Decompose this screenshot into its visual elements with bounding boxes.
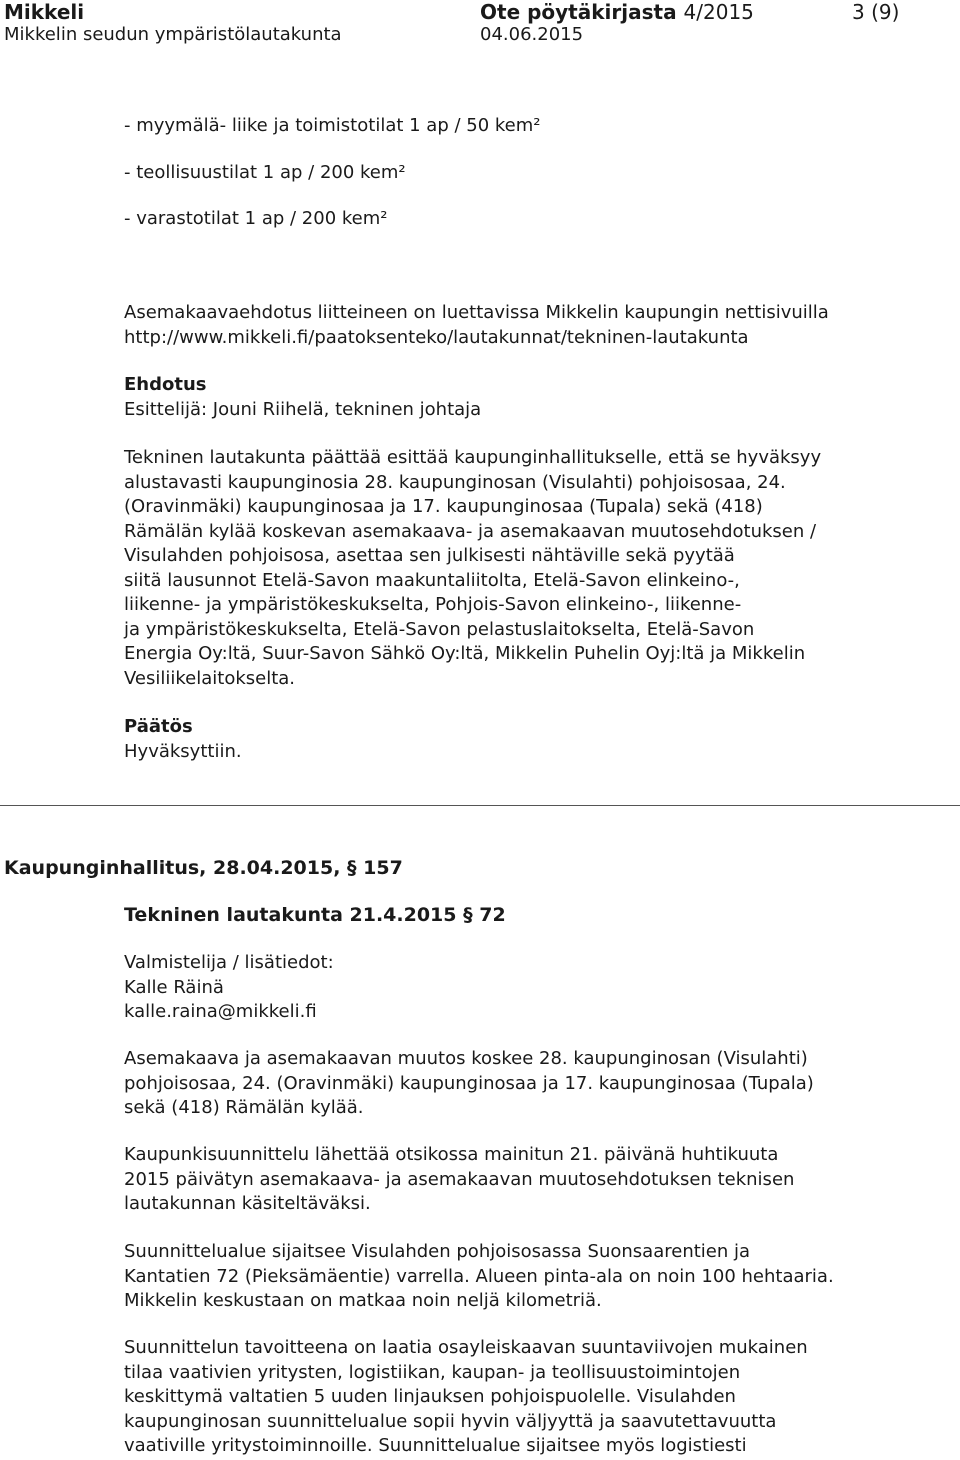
proposal-line: Visulahden pohjoisosa, asettaa sen julkisesti nähtäville sekä pyytää [124, 545, 735, 566]
proposal-section [124, 373, 884, 691]
proposal-line: siitä lausunnot Etelä-Savon maakuntaliitolta, Etelä-Savon elinkeino-, [124, 569, 740, 591]
page-header [0, 0, 960, 50]
header-title-text: Ote pöytäkirjasta [480, 0, 677, 24]
proposal-line: Energia Oy:ltä, Suur-Savon Sähkö Oy:ltä, Mikkelin Puhelin Oyj:ltä ja Mikkelin [124, 643, 806, 664]
paragraph-line: Suunnittelualue sijaitsee Visulahden pohjoisosassa Suonsaarentien ja [124, 1241, 751, 1262]
proposal-line: liikenne- ja ympäristökeskukselta, Pohjois-Savon elinkeino-, liikenne- [124, 594, 742, 615]
preparer-info [124, 951, 884, 1025]
paragraph-line: Mikkelin keskustaan on matkaa noin neljä kilometriä. [124, 1290, 602, 1311]
paragraph-line: lautakunnan käsiteltäväksi. [124, 1193, 371, 1214]
paragraph-line: Suunnittelun tavoitteena on laatia osayleiskaavan suuntaviivojen mukainen [124, 1337, 808, 1358]
proposal-line: Tekninen lautakunta päättää esittää kaupunginhallitukselle, että se hyväksyy [124, 447, 822, 468]
paragraph-4 [124, 1336, 884, 1459]
proposal-line: (Oravinmäki) kaupunginosaa ja 17. kaupunginosaa (Tupala) sekä (418) [124, 496, 763, 517]
list-item: - teollisuustilat 1 ap / 200 kem² [124, 161, 406, 183]
decision-text: Hyväksyttiin. [124, 740, 242, 762]
preparer-name: Kalle Räinä [124, 976, 224, 998]
proposal-body [124, 446, 884, 691]
list-item: - myymälä- liike ja toimistotilat 1 ap / 50 kem² [124, 115, 541, 136]
paragraph-line: 2015 päivätyn asemakaava- ja asemakaavan muutosehdotuksen teknisen [124, 1168, 795, 1190]
paragraph-3 [124, 1240, 884, 1314]
paragraph-line: Kaupunkisuunnittelu lähettää otsikossa mainitun 21. päivänä huhtikuuta [124, 1144, 779, 1165]
paragraph-line: keskittymä valtatien 5 uuden linjauksen pohjoispuolelle. Visulahden [124, 1386, 736, 1407]
section-divider [0, 805, 960, 806]
preparer-label: Valmistelija / lisätiedot: [124, 952, 334, 973]
subsection-heading: Tekninen lautakunta 21.4.2015 § 72 [124, 904, 506, 926]
paragraph-line: Kantatien 72 (Pieksämäentie) varrella. Alueen pinta-ala on noin 100 hehtaaria. [124, 1265, 834, 1287]
paragraph-line: kaupunginosan suunnittelualue sopii hyvin väljyyttä ja saavutettavuutta [124, 1410, 777, 1432]
paragraph-line: pohjoisosaa, 24. (Oravinmäki) kaupunginosaa ja 17. kaupunginosaa (Tupala) [124, 1072, 814, 1094]
paragraph-1 [124, 1047, 884, 1121]
decision-section [124, 715, 884, 764]
proposal-line: alustavasti kaupunginosia 28. kaupunginosan (Visulahti) pohjoisosaa, 24. [124, 471, 786, 493]
header-org: Mikkeli [4, 0, 85, 24]
header-title-number: 4/2015 [683, 0, 754, 24]
header-page-number: 3 (9) [852, 0, 900, 24]
paragraph-line: vaativille yritystoiminnoille. Suunnittelualue sijaitsee myös logistiesti [124, 1435, 747, 1456]
paragraph-line: Asemakaava ja asemakaavan muutos koskee 28. kaupunginosan (Visulahti) [124, 1048, 808, 1069]
proposal-line: Rämälän kylää koskevan asemakaava- ja asemakaavan muutosehdotuksen / [124, 520, 817, 542]
parking-list [124, 114, 884, 232]
header-date: 04.06.2015 [480, 24, 584, 45]
proposal-heading: Ehdotus [124, 374, 207, 395]
proposal-presenter: Esittelijä: Jouni Riihelä, tekninen johtaja [124, 398, 482, 420]
paragraph-line: sekä (418) Rämälän kylää. [124, 1097, 364, 1118]
proposal-line: ja ympäristökeskukselta, Etelä-Savon pelastuslaitokselta, Etelä-Savon [124, 618, 755, 640]
decision-heading: Päätös [124, 716, 193, 737]
header-org-sub: Mikkelin seudun ympäristölautakunta [4, 24, 342, 45]
list-item: - varastotilat 1 ap / 200 kem² [124, 208, 388, 229]
section-heading: Kaupunginhallitus, 28.04.2015, § 157 [4, 857, 403, 879]
paragraph-line: tilaa vaativien yritysten, logistiikan, kaupan- ja teollisuustoimintojen [124, 1361, 741, 1383]
attachment-line: Asemakaavaehdotus liitteineen on luettavissa Mikkelin kaupungin nettisivuilla [124, 302, 829, 323]
header-title [480, 0, 754, 24]
proposal-line: Vesiliikelaitokselta. [124, 667, 296, 689]
paragraph-2 [124, 1143, 884, 1217]
preparer-email[interactable]: kalle.raina@mikkeli.fi [124, 1001, 317, 1022]
attachment-note [124, 301, 884, 350]
attachment-link[interactable]: http://www.mikkeli.fi/paatoksenteko/lautakunnat/tekninen-lautakunta [124, 326, 749, 348]
